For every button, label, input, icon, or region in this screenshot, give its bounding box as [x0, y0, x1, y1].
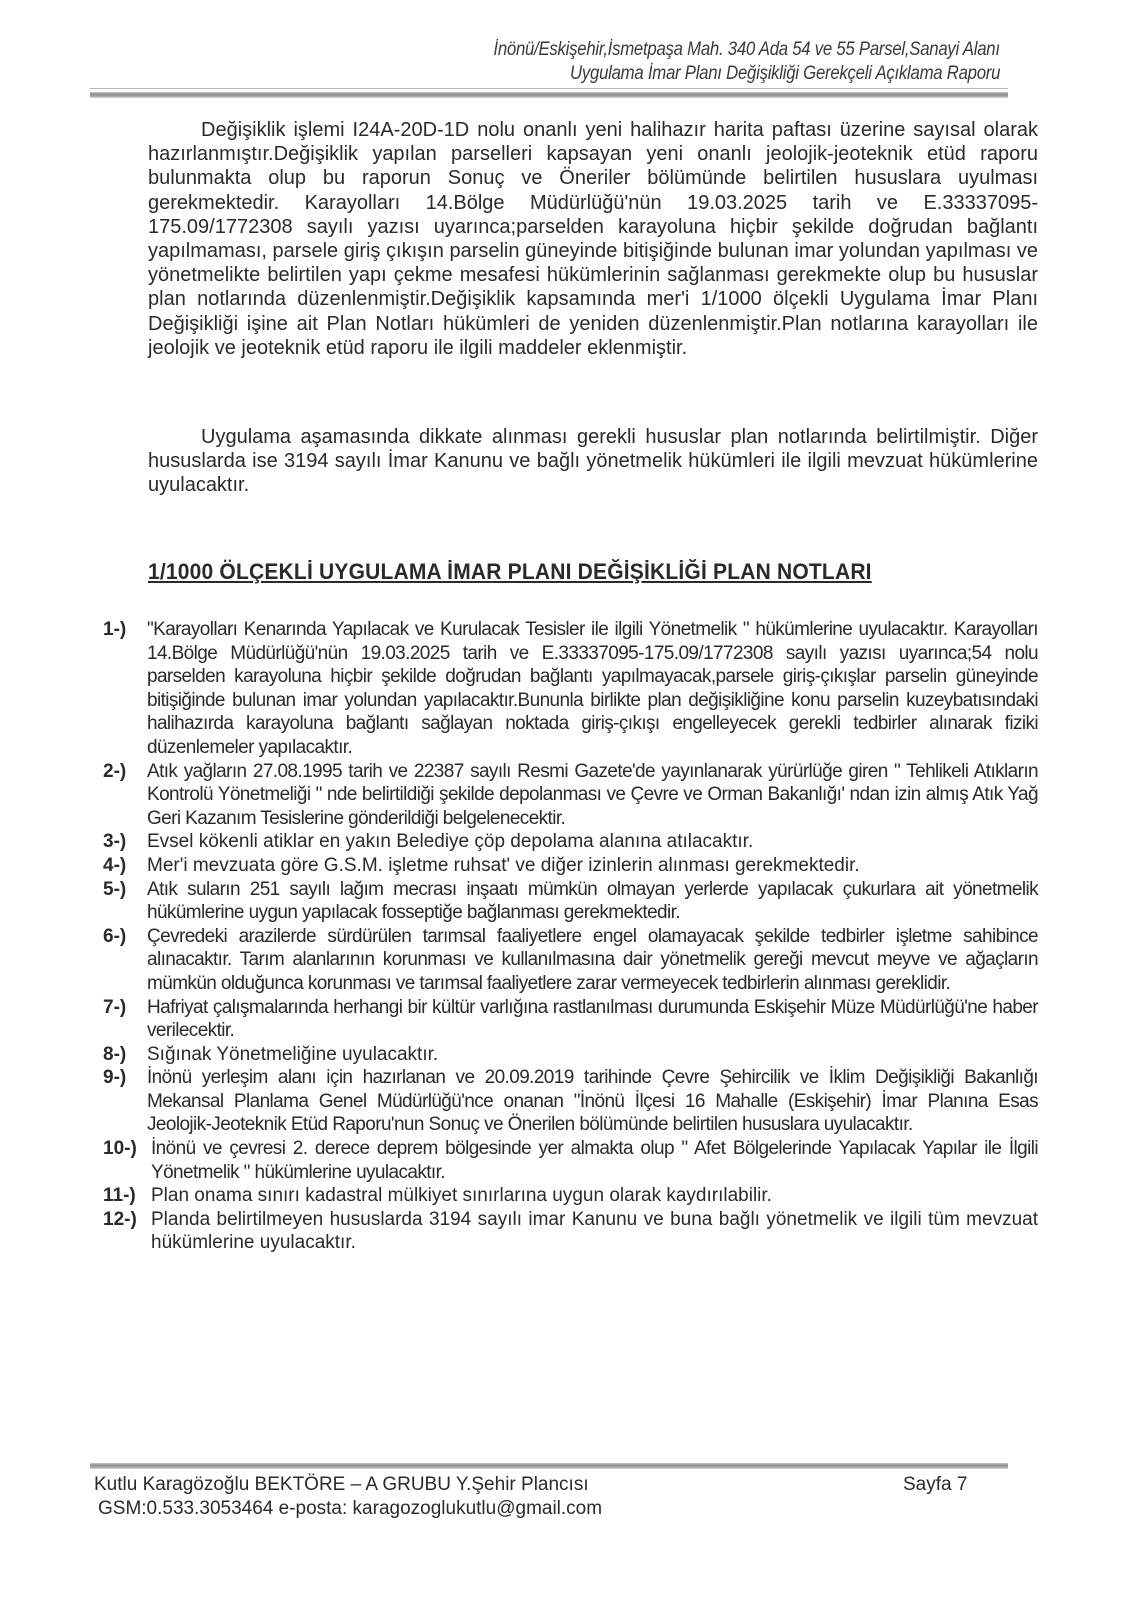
- note-number: 4-): [103, 854, 127, 876]
- plan-note-11: [103, 1184, 1038, 1208]
- plan-note-4: [103, 854, 1038, 878]
- note-number: 9-): [103, 1067, 127, 1089]
- note-text: "Karayolları Kenarında Yapılacak ve Kurulacak Tesisler ile ilgili Yönetmelik " hükümlerine uyulacaktır. Karayolları 14.Bölge Müdürlüğü'nün 19.03.2025 tarih ve E.33337095-175.09/1772308 sayılı yazısı uyarınca;54 nolu parselden karayoluna hiçbir şekilde doğrudan bağlantı yapılmayacak,parsele giriş-çıkışlar parselin güneyinde bitişiğinde bulunan imar yolundan yapılacaktır.Bununla birlikte plan değişikliğine konu parselin kuzeybatısındaki halihazırda karayoluna bağlantı sağlayan noktada giriş-çıkışı engelleyecek gerekli tedbirler alınarak fiziki düzenlemeler yapılacaktır.: [147, 619, 1038, 758]
- page-number: Sayfa 7: [903, 1474, 968, 1495]
- footer-contact: GSM:0.533.3053464 e-posta: karagozoglukutlu@gmail.com: [98, 1498, 603, 1519]
- section-title: 1/1000 ÖLÇEKLİ UYGULAMA İMAR PLANI DEĞİŞİKLİĞİ PLAN NOTLARI: [148, 559, 872, 584]
- plan-note-9: [103, 1066, 1038, 1137]
- plan-notes-list: [103, 618, 1038, 1255]
- note-text: Evsel kökenli atiklar en yakın Belediye çöp depolama alanına atılacaktır.: [147, 831, 754, 853]
- note-text: Plan onama sınırı kadastral mülkiyet sınırlarına uygun olarak kaydırılabilir.: [151, 1185, 772, 1207]
- note-text: İnönü ve çevresi 2. derece deprem bölgesinde yer almakta olup " Afet Bölgelerinde Yapılacak Yapılar ile İlgili Yönetmelik " hükümlerine uyulacaktır.: [151, 1138, 1038, 1183]
- note-number: 6-): [103, 925, 127, 947]
- note-text: İnönü yerleşim alanı için hazırlanan ve 20.09.2019 tarihinde Çevre Şehircilik ve İklim Değişikliği Bakanlığı Mekansal Planlama Genel Müdürlüğü'nce onanan "İnönü İlçesi 16 Mahalle (Eskişehir) İmar Planına Esas Jeolojik-Jeoteknik Etüd Raporu'nun Sonuç ve Önerilen bölümünde belirtilen hususlara uyulacaktır.: [147, 1067, 1038, 1136]
- intro-text-1: Değişiklik işlemi I24A-20D-1D nolu onanlı yeni halihazır harita paftası üzerine sayısal olarak hazırlanmıştır.Değişiklik yapılan parselleri kapsayan yeni onanlı jeolojik-jeoteknik etüd raporu bulunmakta olup bu raporun Sonuç ve Öneriler bölümünde belirtilen hususlara uyulması gerekmektedir. Karayolları 14.Bölge Müdürlüğü'nün 19.03.2025 tarih ve E.33337095-175.09/1772308 sayılı yazısı uyarınca;parselden karayoluna hiçbir şekilde doğrudan bağlantı yapılmaması, parsele giriş çıkışın parselin güneyinde bitişiğinde bulunan imar yolundan yapılması ve yönetmelikte belirtilen yapı çekme mesafesi hükümlerinin sağlanması gerekmekte olup bu hususlar plan notlarında düzenlenmiştir.Değişiklik kapsamında mer'i 1/1000 ölçekli Uygulama İmar Planı Değişikliği işine ait Plan Notları hükümleri de yeniden düzenlenmiştir.Plan notlarına karayolları ile jeolojik ve jeoteknik etüd raporu ile ilgili maddeler eklenmiştir.: [148, 119, 1038, 359]
- plan-note-6: [103, 925, 1038, 996]
- header-divider-thin: [90, 88, 1008, 89]
- intro-paragraph-1: [148, 118, 1038, 360]
- intro-paragraph-2: [148, 425, 1038, 498]
- note-number: 8-): [103, 1043, 127, 1065]
- plan-note-8: [103, 1043, 1038, 1067]
- plan-note-12: [103, 1208, 1038, 1255]
- plan-note-10: [103, 1137, 1038, 1184]
- note-text: Atık yağların 27.08.1995 tarih ve 22387 sayılı Resmi Gazete'de yayınlanarak yürürlüğe giren " Tehlikeli Atıkların Kontrolü Yönetmeliği " nde belirtildiği şekilde depolanması ve Çevre ve Orman Bakanlığı' ndan izin almış Atık Yağ Geri Kazanım Tesislerine gönderildiği belgelenecektir.: [147, 760, 1038, 829]
- note-text: Sığınak Yönetmeliğine uyulacaktır.: [147, 1043, 439, 1065]
- note-number: 2-): [103, 760, 127, 782]
- note-number: 3-): [103, 831, 127, 853]
- header-divider: [90, 92, 1008, 98]
- plan-note-2: [103, 760, 1038, 831]
- note-number: 5-): [103, 878, 127, 900]
- header-report-title: Uygulama İmar Planı Değişikliği Gerekçeli Açıklama Raporu: [569, 62, 1000, 84]
- note-text: Mer'i mevzuata göre G.S.M. işletme ruhsat' ve diğer izinlerin alınması gerekmektedir.: [147, 854, 860, 876]
- note-number: 7-): [103, 996, 127, 1018]
- note-number: 10-): [103, 1138, 137, 1160]
- footer-divider: [90, 1463, 1008, 1469]
- plan-note-1: [103, 618, 1038, 760]
- note-number: 11-): [103, 1185, 136, 1207]
- note-text: Çevredeki arazilerde sürdürülen tarımsal faaliyetlere engel olamayacak şekilde tedbirler işletme sahibince alınacaktır. Tarım alanlarının korunması ve kullanılmasına dair yönetmelik gereği mevcut meyve ve ağaçların mümkün olduğunca korunması ve tarımsal faaliyetlere zarar vermeyecek tedbirlerin alınması gereklidir.: [147, 925, 1038, 994]
- plan-note-3: [103, 830, 1038, 854]
- footer-author: Kutlu Karagözoğlu BEKTÖRE – A GRUBU Y.Şehir Plancısı: [94, 1474, 589, 1495]
- plan-note-5: [103, 878, 1038, 925]
- plan-note-7: [103, 996, 1038, 1043]
- note-number: 1-): [103, 619, 127, 640]
- intro-text-2: Uygulama aşamasında dikkate alınması gerekli hususlar plan notlarında belirtilmiştir. Diğer hususlarda ise 3194 sayılı İmar Kanunu ve bağlı yönetmelik hükümleri ile ilgili mevzuat hükümlerine uyulacaktır.: [148, 426, 1038, 497]
- note-text: Planda belirtilmeyen hususlarda 3194 sayılı imar Kanunu ve buna bağlı yönetmelik ve ilgili tüm mevzuat hükümlerine uyulacaktır.: [151, 1208, 1038, 1254]
- note-text: Hafriyat çalışmalarında herhangi bir kültür varlığına rastlanılması durumunda Eskişehir Müze Müdürlüğü'ne haber verilecektir.: [147, 996, 1038, 1042]
- note-text: Atık suların 251 sayılı lağım mecrası inşaatı mümkün olmayan yerlerde yapılacak çukurlara ait yönetmelik hükümlerine uygun yapılacak fosseptiğe bağlanması gerekmektedir.: [147, 878, 1038, 924]
- note-number: 12-): [103, 1208, 137, 1230]
- header-location: İnönü/Eskişehir,İsmetpaşa Mah. 340 Ada 54 ve 55 Parsel,Sanayi Alanı: [493, 38, 1000, 60]
